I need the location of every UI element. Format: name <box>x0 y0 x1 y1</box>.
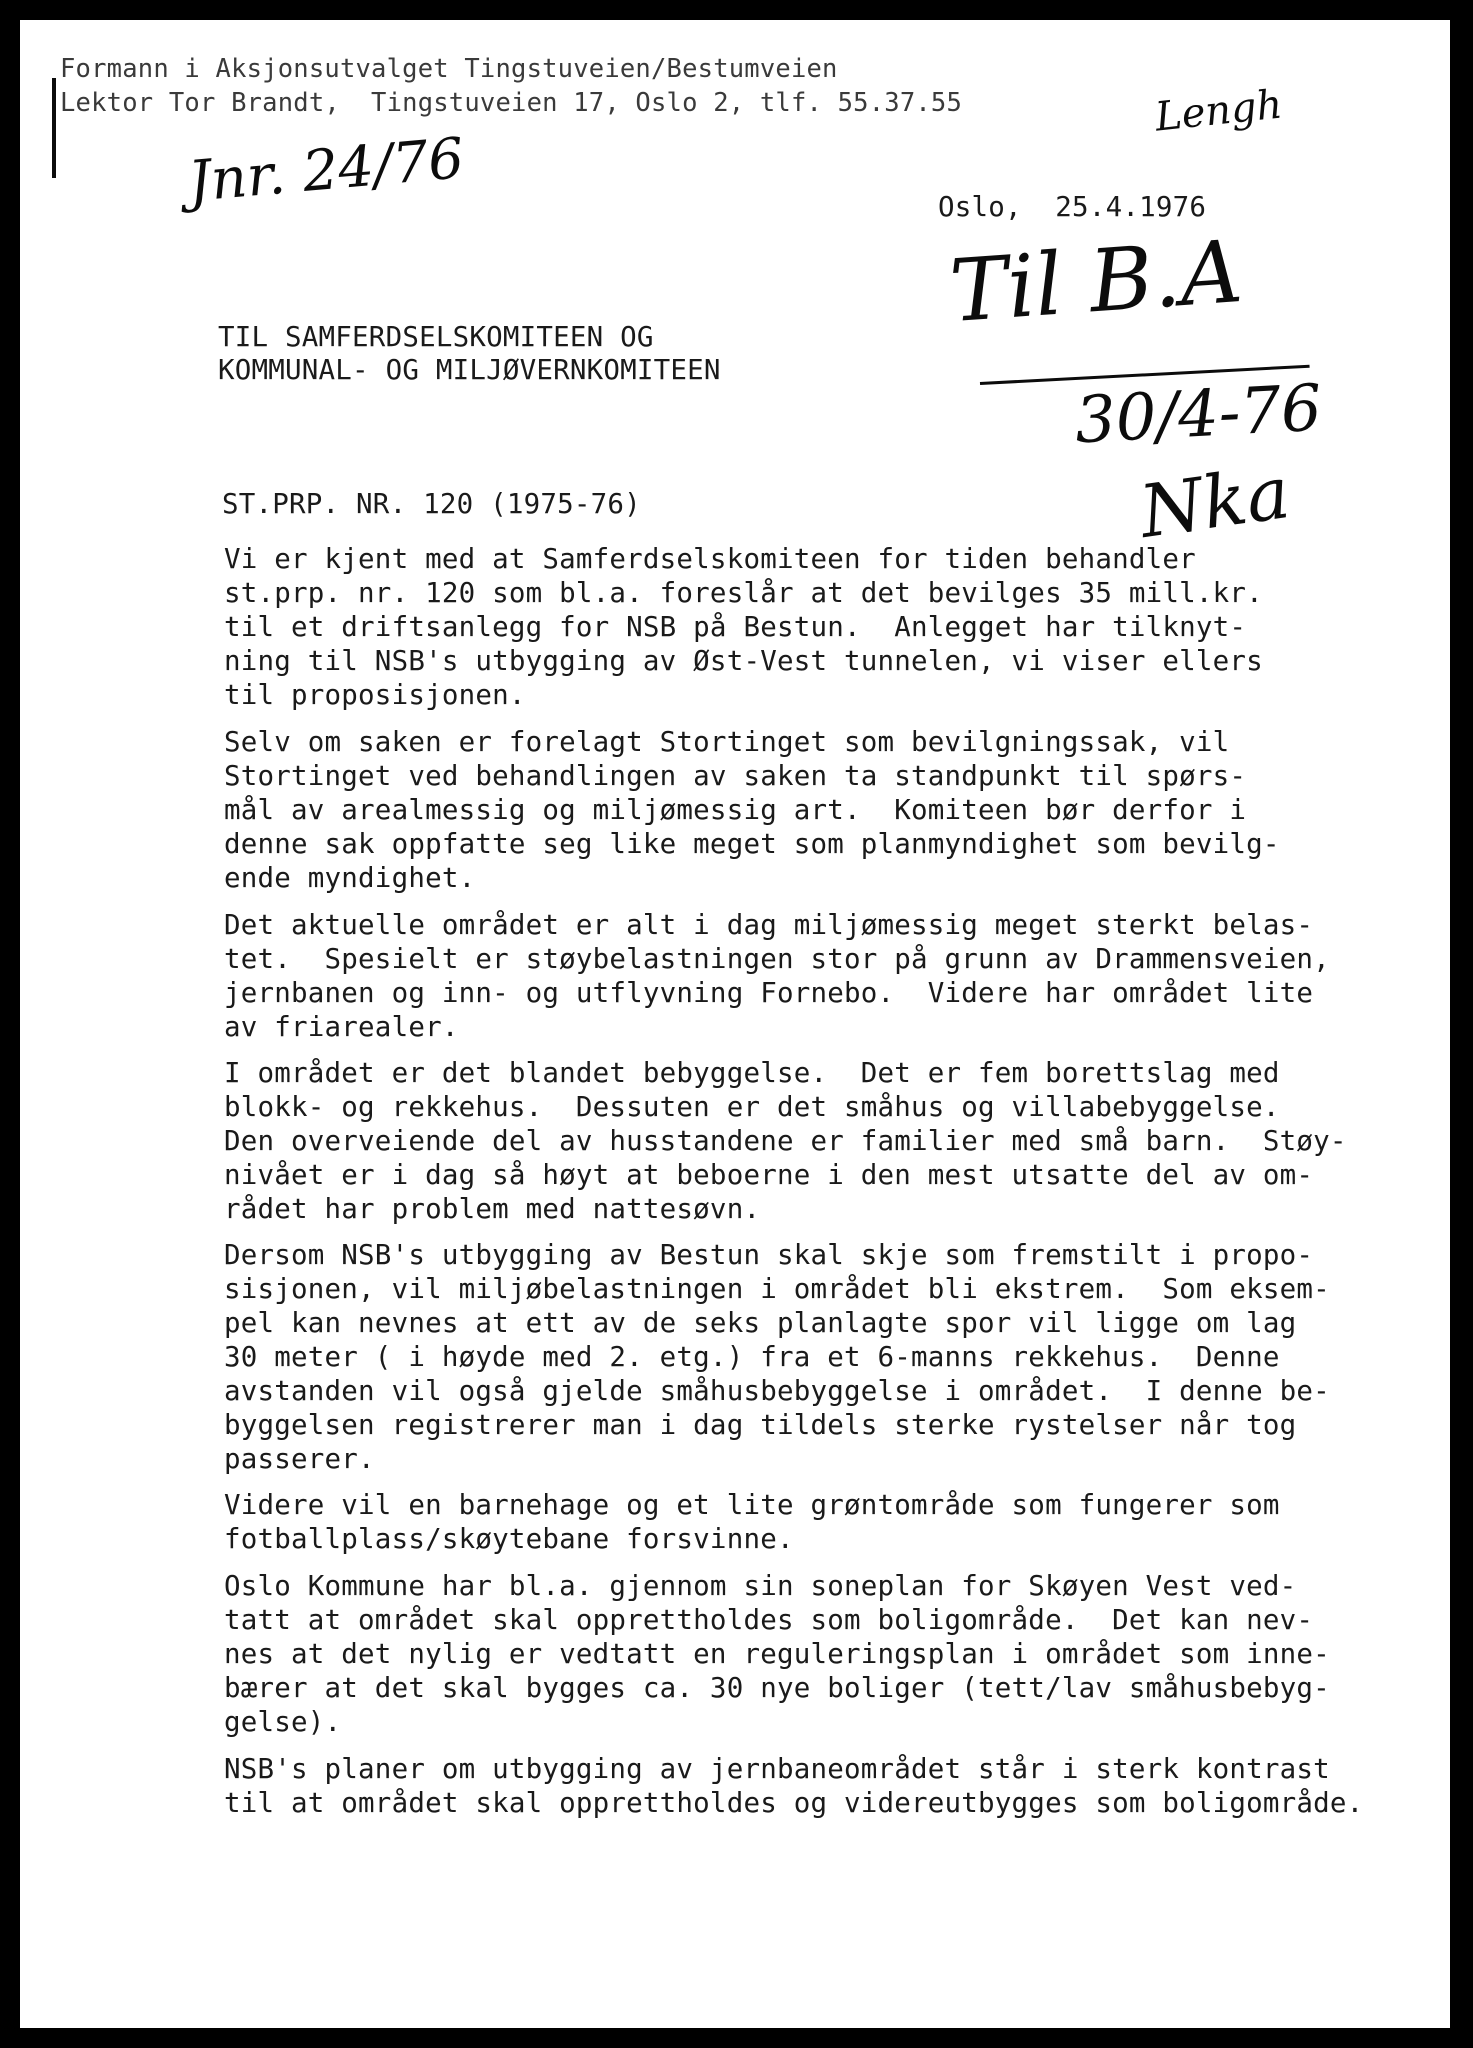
paragraph-line: til et driftsanlegg for NSB på Bestun. Anlegget har tilknyt- <box>224 611 1247 643</box>
paragraph-line: sisjonen, vil miljøbelastningen i området bli ekstrem. Som eksem- <box>224 1273 1330 1305</box>
sender-line-1: Formann i Aksjonsutvalget Tingstuveien/Bestumveien <box>60 54 838 84</box>
paragraph-line: bærer at det skal bygges ca. 30 nye boliger (tett/lav småhusbebyg- <box>224 1672 1330 1704</box>
paragraph-line: blokk- og rekkehus. Dessuten er det småhus og villabebyggelse. <box>224 1091 1280 1123</box>
paragraph-line: st.prp. nr. 120 som bl.a. foreslår at det bevilges 35 mill.kr. <box>224 577 1263 609</box>
paragraph-line: ning til NSB's utbygging av Øst-Vest tunnelen, vi viser ellers <box>224 645 1263 677</box>
paragraph-line: mål av arealmessig og miljømessig art. Komiteen bør derfor i <box>224 794 1247 826</box>
handwritten-initials: Nka <box>1134 450 1295 554</box>
paragraph-line: gelse). <box>224 1706 342 1738</box>
paragraph-line: avstanden vil også gjelde småhusbebyggelse i området. I denne be- <box>224 1375 1330 1407</box>
paragraph-line: av friarealer. <box>224 1011 459 1043</box>
paragraph-line: passerer. <box>224 1443 375 1475</box>
paragraph-line: ende myndighet. <box>224 862 476 894</box>
paragraph-line: Den overveiende del av husstandene er familier med små barn. Støy- <box>224 1125 1347 1157</box>
paragraph-line: rådet har problem med nattesøvn. <box>224 1193 761 1225</box>
subject-line: ST.PRP. NR. 120 (1975-76) <box>222 488 641 520</box>
paragraph-line: tatt at området skal opprettholdes som boligområde. Det kan nev- <box>224 1604 1314 1636</box>
handwritten-date: 30/4-76 <box>1073 371 1324 459</box>
paragraph-line: Selv om saken er forelagt Stortinget som bevilgningssak, vil <box>224 726 1230 758</box>
paragraph-line: I området er det blandet bebyggelse. Det er fem borettslag med <box>224 1057 1280 1089</box>
paragraph-line: nivået er i dag så høyt at beboerne i den mest utsatte del av om- <box>224 1159 1314 1191</box>
paragraph-line: Videre vil en barnehage og et lite grøntområde som fungerer som <box>224 1489 1280 1521</box>
paragraph-line: fotballplass/skøytebane forsvinne. <box>224 1523 794 1555</box>
addressee-line-1: TIL SAMFERDSELSKOMITEEN OG <box>218 321 654 353</box>
paragraph-line: til at området skal opprettholdes og videreutbygges som boligområde. <box>224 1787 1364 1819</box>
handwritten-annotation-top: Lengh <box>1152 81 1285 141</box>
handwritten-routing: Til B.A <box>946 221 1246 343</box>
paragraph-line: Dersom NSB's utbygging av Bestun skal skje som fremstilt i propo- <box>224 1239 1314 1271</box>
paragraph-line: pel kan nevnes at ett av de seks planlagte spor vil ligge om lag <box>224 1307 1297 1339</box>
paragraph-line: Vi er kjent med at Samferdselskomiteen for tiden behandler <box>224 543 1196 575</box>
date-line: Oslo, 25.4.1976 <box>938 191 1207 223</box>
paragraph-line: Stortinget ved behandlingen av saken ta standpunkt til spørs- <box>224 760 1247 792</box>
paragraph-line: NSB's planer om utbygging av jernbaneområdet står i sterk kontrast <box>224 1753 1330 1785</box>
letter-page <box>20 20 1450 2028</box>
paragraph-line: til proposisjonen. <box>224 679 526 711</box>
paragraph-line: denne sak oppfatte seg like meget som planmyndighet som bevilg- <box>224 828 1280 860</box>
paragraph-line: Det aktuelle området er alt i dag miljømessig meget sterkt belas- <box>224 909 1314 941</box>
sender-line-2: Lektor Tor Brandt, Tingstuveien 17, Oslo 2, tlf. 55.37.55 <box>60 88 963 118</box>
handwritten-journal-number: Jnr. 24/76 <box>185 126 467 215</box>
paragraph-line: nes at det nylig er vedtatt en reguleringsplan i området som inne- <box>224 1638 1330 1670</box>
paragraph-line: tet. Spesielt er støybelastningen stor på grunn av Drammensveien, <box>224 943 1330 975</box>
paragraph-line: byggelsen registrerer man i dag tildels sterke rystelser når tog <box>224 1409 1297 1441</box>
paragraph-line: jernbanen og inn- og utflyvning Fornebo. Videre har området lite <box>224 977 1314 1009</box>
paragraph-line: Oslo Kommune har bl.a. gjennom sin soneplan for Skøyen Vest ved- <box>224 1570 1297 1602</box>
paragraph-line: 30 meter ( i høyde med 2. etg.) fra et 6-manns rekkehus. Denne <box>224 1341 1280 1373</box>
margin-mark <box>52 78 56 178</box>
addressee-line-2: KOMMUNAL- OG MILJØVERNKOMITEEN <box>218 354 721 386</box>
